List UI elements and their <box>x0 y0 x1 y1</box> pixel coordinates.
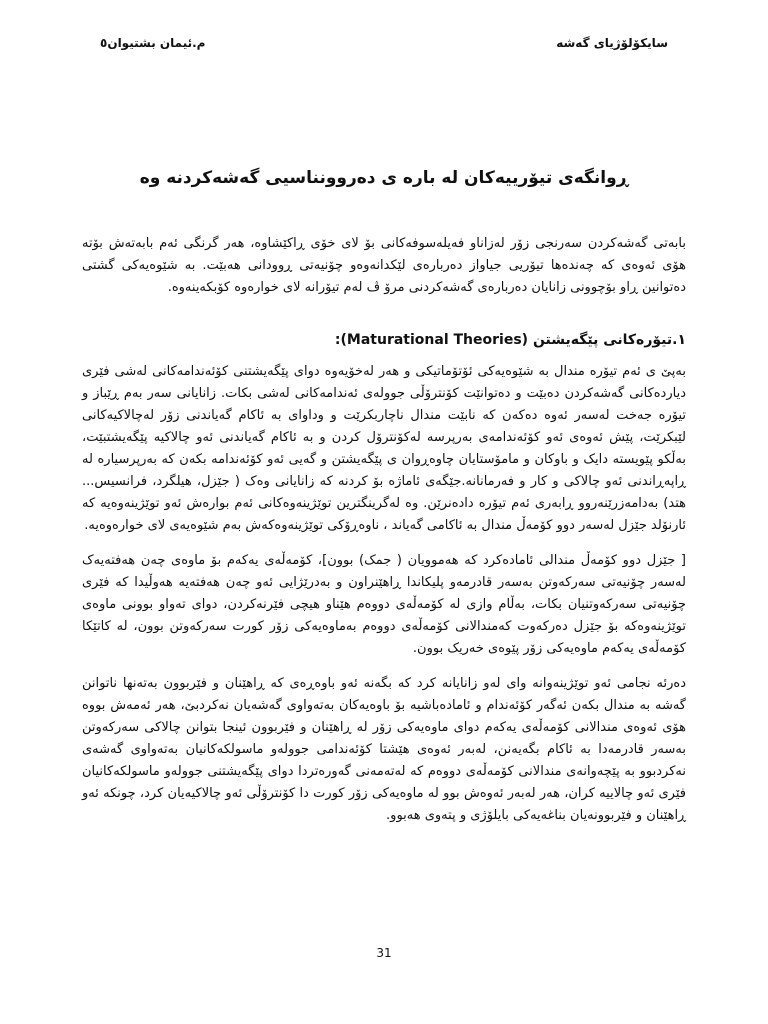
document-title: ڕوانگەی تیۆرییەکان لە بارە ی دەروونناسیی گەشەکردنە وە <box>139 168 629 188</box>
body-paragraph-2: [ جێزل دوو کۆمەڵ مندالی ئامادەکرد کە هەموویان ( جمک) بوون]، کۆمەڵەی یەکەم بۆ ماوەی چەن هەفتەیەک لەسەر چۆنیەتی سەرکەوتن بەسەر قادرمەو پلیکاندا ڕاهێنراون و بەدرێژایی ئەو چەن هەفتەیە هەوڵیدا کە فێری چۆنیەتی سەرکەوتنیان بکات، بەڵام وازی لە کۆمەڵەی دووەم هێناو هیچی فێرنەکردن، دوای تەواو بوونی ماوەی توێژینەوەکە بۆ جێزل دەرکەوت کەمندالانی کۆمەڵەی دووەم بەماوەیەکی زۆر کورت سەرکەوتن بوون، لە کاتێکا کۆمەڵەی یەکەم ماوەیەکی زۆر پێوەی خەریک بوون. <box>82 553 686 656</box>
body-paragraph-3: دەرئە نجامی ئەو توێژینەوانە وای لەو زانایانە کرد کە بگەنە ئەو باوەڕەی کە ڕاهێنان و فێربوون بەتەنها ناتوانن گەشە بە مندال بکەن ئەگەر کۆئەندام و ئامادەباشیە بۆ باوەیەکان بەتەواوی گەشەیان نەکردبێ، هەر ئەمەش بووە هۆی ئەوەی مندالانی کۆمەڵەی یەکەم دوای ماوەیەکی زۆر لە ڕاهێنان و فێربوون ئینجا بتوانن چالاکی سەرکەوتن بەسەر قادرمەدا بە ئاکام بگەیەنن، لەبەر ئەوەی هێشتا کۆئەندامی جوولەو ماسولکەکانیان بەتەواوی گەشەی نەکردبوو بە پێچەوانەی مندالانی کۆمەڵەی دووەم کە لەتەمەنی گەورەتردا دوای پێگەیشتنی جوولەو ماسولکەکانیان فێری ئەو چالاییە کران، هەر لەبەر ئەوەش بوو لە ماوەیەکی زۆر کورت دا کۆنترۆڵی ئەو چالاکیەیان کرد، چونکە ئەو ڕاهێنان و فێربوونەیان بناغەیەکی بایلۆژی و پتەوی هەبوو. <box>82 676 686 823</box>
intro-paragraph: بابەتی گەشەکردن سەرنجی زۆر لەزاناو فەیلەسوفەکانی بۆ لای خۆی ڕاکێشاوە، هەر گرنگی ئەم بابەتەش بۆتە هۆی ئەوەی کە چەندەها تیۆریی جیاواز دەربارەی لێکدانەوەو چۆنیەتی ڕوودانی هەبێت. بە شێوەیەکی گشتی دەتوانین ڕاو بۆچوونی زانایان دەربارەی گەشەکردنی مرۆ ڤ لەم تیۆرانە لای خوارەوە کۆبکەینەوە. <box>82 236 686 295</box>
body-paragraph-1: بەپێ ی ئەم تیۆرە مندال بە شێوەیەکی ئۆتۆماتیکی و هەر لەخۆیەوە دوای پێگەیشتنی کۆئەندامەکانی لەشی فێری دیاردەکانی گەشەکردن دەبێت و دەتوانێت کۆنترۆڵی جوولەی ئەندامەکانی لەشی بکات. زانایانی سەر بەم ڕێباز و تیۆرە جەخت لەسەر ئەوە دەکەن کە نابێت مندال ناچاربکرێت و وداوای بە ئاکام گەیاندنی زۆر لەچالاکیەکانی لێبکرێت، پێش ئەوەی ئەو کۆئەندامەی بەرپرسە لەکۆنترۆل کردن و بە ئاکام گەیاندنی ئەو چالاکیە پێگەیشتبێت، بەڵکو پێویستە دایک و باوکان و مامۆستایان چاوەڕوان ی پێگەیشتن و گەیی ئەو کۆئەندامە بکەن کە بەرپرسیارە لە ڕاپەڕاندنی ئەو چالاکی و کار و فەرمانانە.جێگەی ئاماژە بۆ کردنە کە زانایانی وەک ( جێزل، هیلگرد، فرانسیس... هتد) بەدامەزرێنەروو ڕابەری ئەم تیۆرە دادەنرێن. وە لەگرینگترین توێژینەوەکانی ئەم بوارەش ئەو توێژینەوەیە کە ئارنۆلد جێزل لەسەر دوو کۆمەڵ مندال بە ئاکامی گەیاند ، ناوەڕۆکی توێژینەوەکەش بەم شێوەیەی لای خوارەوەیە. <box>82 364 686 533</box>
header-author: م.ئیمان بشتیوان٥ <box>100 36 206 50</box>
header-book-title: سایکۆلۆژیای گەشە <box>556 36 668 50</box>
page-number: 31 <box>376 946 392 960</box>
page-header <box>100 36 668 50</box>
document-body <box>82 233 686 840</box>
section-heading: ١.تیۆرەکانی پێگەیشتن (Maturational Theories): <box>334 332 686 348</box>
